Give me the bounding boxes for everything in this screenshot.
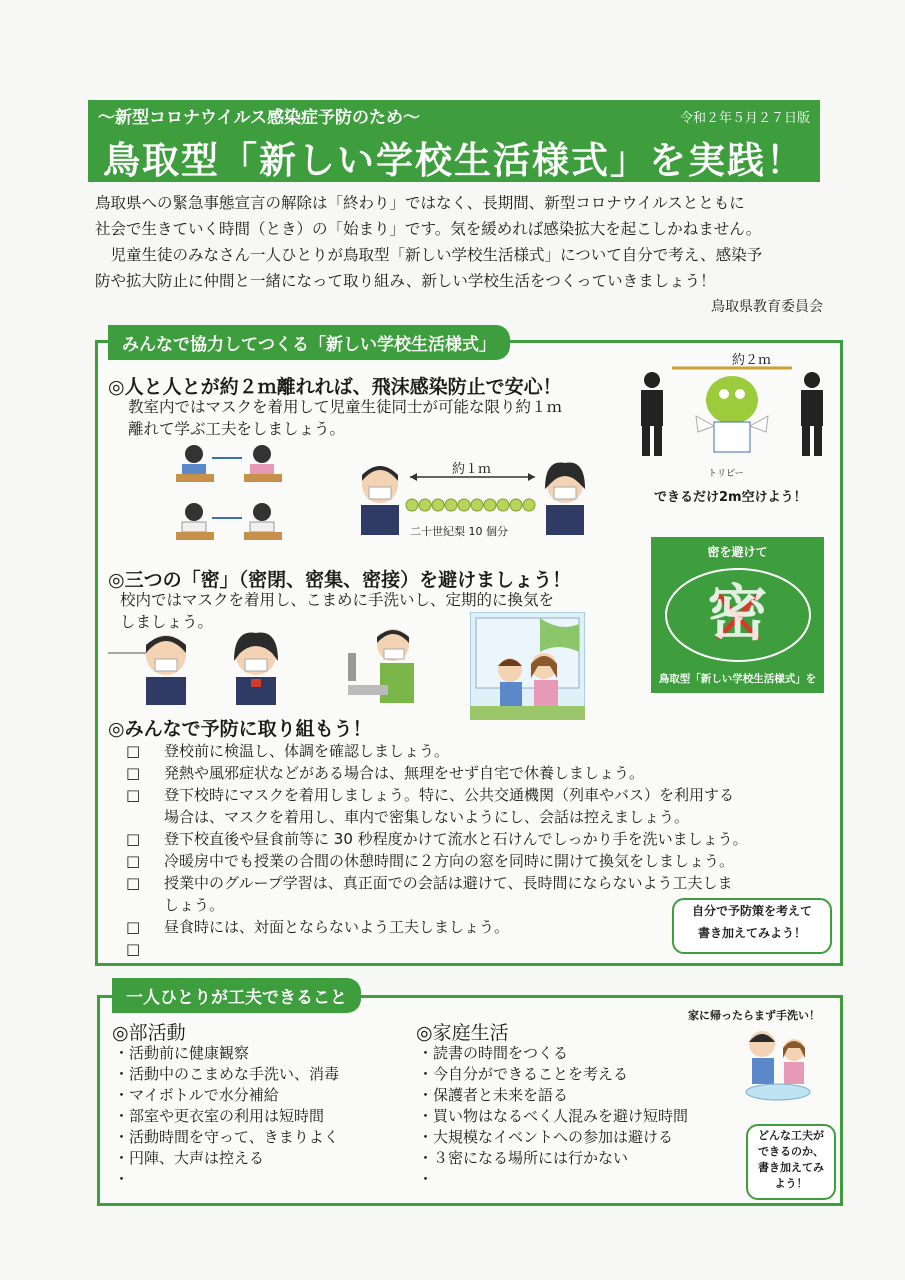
list-item: ・読書の時間をつくる <box>418 1044 569 1062</box>
two-meter-label: 約２ｍ <box>732 353 772 368</box>
club-list <box>114 1043 339 1190</box>
write-your-own-callout <box>672 898 832 954</box>
window-ventilation-illustration <box>470 612 585 720</box>
list-item: ・円陣、大声は控える <box>114 1149 265 1167</box>
callout-line: 書き加えてみよう！ <box>697 926 806 940</box>
banner-subtitle: 〜新型コロナウイルス感染症予防のため〜 <box>98 108 420 128</box>
two-meter-illustration <box>632 362 832 462</box>
list-item: □ 登校前に検温し、体調を確認しましょう。 <box>126 742 450 760</box>
intro-text <box>95 190 825 294</box>
checkbox[interactable]: □ <box>126 786 141 804</box>
checkbox[interactable]: □ <box>126 742 141 760</box>
list-item: □ 登下校時にマスクを着用しましょう。特に、公共交通機関（列車やバス）を利用する 場合は、マスクを着用し、車内で密集しないようにし、会話は控えましょう。 <box>126 786 735 826</box>
avoid-mitsu-panel <box>651 537 824 693</box>
checkbox[interactable]: □ <box>126 874 141 892</box>
list-item: ・買い物はなるべく人混みを避け短時間 <box>418 1107 689 1125</box>
list-item: ・活動中のこまめな手洗い、消毒 <box>114 1065 340 1083</box>
intro-line: 鳥取県への緊急事態宣言の解除は「終わり」ではなく、長期間、新型コロナウイルスとともに <box>95 194 745 212</box>
avoid-mitsu-char: 密 <box>707 579 768 649</box>
avoid-mitsu-bottom: 鳥取型「新しい学校生活様式」を <box>658 673 817 685</box>
bubble-line: できるのか、 <box>758 1145 824 1158</box>
club-heading: ◎部活動 <box>112 1022 186 1044</box>
handwashing-illustration <box>738 1022 818 1102</box>
distance-text-1: 教室内ではマスクを着用して児童生徒同士が可能な限り約１ｍ <box>128 398 563 416</box>
list-item: ・保護者と未来を語る <box>418 1086 569 1104</box>
banner-date: 令和２年５月２７日版 <box>679 111 810 126</box>
checkbox[interactable]: □ <box>126 764 141 782</box>
list-item: ・大規模なイベントへの参加は避ける <box>418 1128 674 1146</box>
mitsu-text-1: 校内ではマスクを着用し、こまめに手洗いし、定期的に換気を <box>120 591 555 609</box>
checkbox[interactable]: □ <box>126 830 141 848</box>
section-practice-tab: みんなで協力してつくる「新しい学校生活様式」 <box>108 325 510 360</box>
mascot-name: トリピー <box>708 469 744 479</box>
list-item: ・活動時間を守って、きまりよく <box>114 1128 339 1146</box>
list-item: □ 昼食時には、対面とならないよう工夫しましょう。 <box>126 918 510 936</box>
list-item: □ 授業中のグループ学習は、真正面での会話は避けて、長時間にならないよう工夫しま しょう。 <box>126 874 733 914</box>
home-heading: ◎家庭生活 <box>416 1022 509 1044</box>
distance-text-2: 離れて学ぶ工夫をしましょう。 <box>128 420 346 438</box>
mitsu-text-2: しましょう。 <box>120 613 214 631</box>
distance-heading: ◎人と人とが約２ｍ離れれば、飛沫感染防止で安心！ <box>108 376 562 398</box>
title-banner <box>88 100 820 182</box>
section-individual-tab: 一人ひとりが工夫できること <box>112 978 361 1013</box>
one-meter-label: 約１ｍ <box>452 462 492 477</box>
bubble-line: 書き加えてみ <box>758 1161 824 1174</box>
bubble-line: よう！ <box>774 1177 808 1190</box>
intro-line: 防や拡大防止に仲間と一緒になって取り組み、新しい学校生活をつくっていきましょう！ <box>95 272 716 290</box>
checkbox[interactable]: □ <box>126 852 141 870</box>
list-item: ・部室や更衣室の利用は短時間 <box>114 1107 325 1125</box>
checkbox[interactable]: □ <box>126 918 141 936</box>
list-item: □ 発熱や風邪症状などがある場合は、無理をせず自宅で休養しましょう。 <box>126 764 645 782</box>
bubble-line: どんな工夫が <box>758 1129 824 1142</box>
two-meter-caption: できるだけ2m空けよう！ <box>654 490 807 505</box>
list-item: ・マイボトルで水分補給 <box>114 1086 279 1104</box>
handwash-caption: 家に帰ったらまず手洗い！ <box>688 1009 820 1022</box>
list-item: ・３密になる場所には行かない <box>418 1149 629 1167</box>
page-title: 鳥取型「新しい学校生活様式」を実践！ <box>103 139 805 182</box>
pears-label: 二十世紀梨 10 個分 <box>410 525 508 538</box>
list-item: ・今自分ができることを考える <box>418 1065 629 1083</box>
masked-students-illustration <box>108 625 428 705</box>
intro-line: 児童生徒のみなさん一人ひとりが鳥取型「新しい学校生活様式」について自分で考え、感染予 <box>95 246 763 264</box>
list-item: ・ <box>114 1170 130 1188</box>
organization-name: 鳥取県教育委員会 <box>711 299 823 315</box>
prevention-heading: ◎みんなで予防に取り組もう！ <box>108 718 372 740</box>
list-item: ・ <box>418 1170 434 1188</box>
list-item: ・活動前に健康観察 <box>114 1044 250 1062</box>
intro-line: 社会で生きていく時間（とき）の「始まり」です。気を緩めれば感染拡大を起こしかねません。 <box>95 220 762 238</box>
list-item: □ 登下校直後や昼食前等に 30 秒程度かけて流水と石けんでしっかり手を洗いましょう。 <box>126 830 748 848</box>
home-list <box>418 1043 688 1190</box>
checkbox[interactable]: □ <box>126 940 141 958</box>
mitsu-heading: ◎三つの「密」（密閉、密集、密接）を避けましょう！ <box>108 569 572 591</box>
list-item: □ 冷暖房中でも授業の合間の休憩時間に２方向の窓を同時に開けて換気をしましょう。 <box>126 852 735 870</box>
classroom-desks-illustration <box>172 440 292 555</box>
avoid-mitsu-top: 密を避けて <box>707 545 768 559</box>
callout-line: 自分で予防策を考えて <box>691 904 812 918</box>
write-your-own-bubble <box>746 1124 836 1200</box>
